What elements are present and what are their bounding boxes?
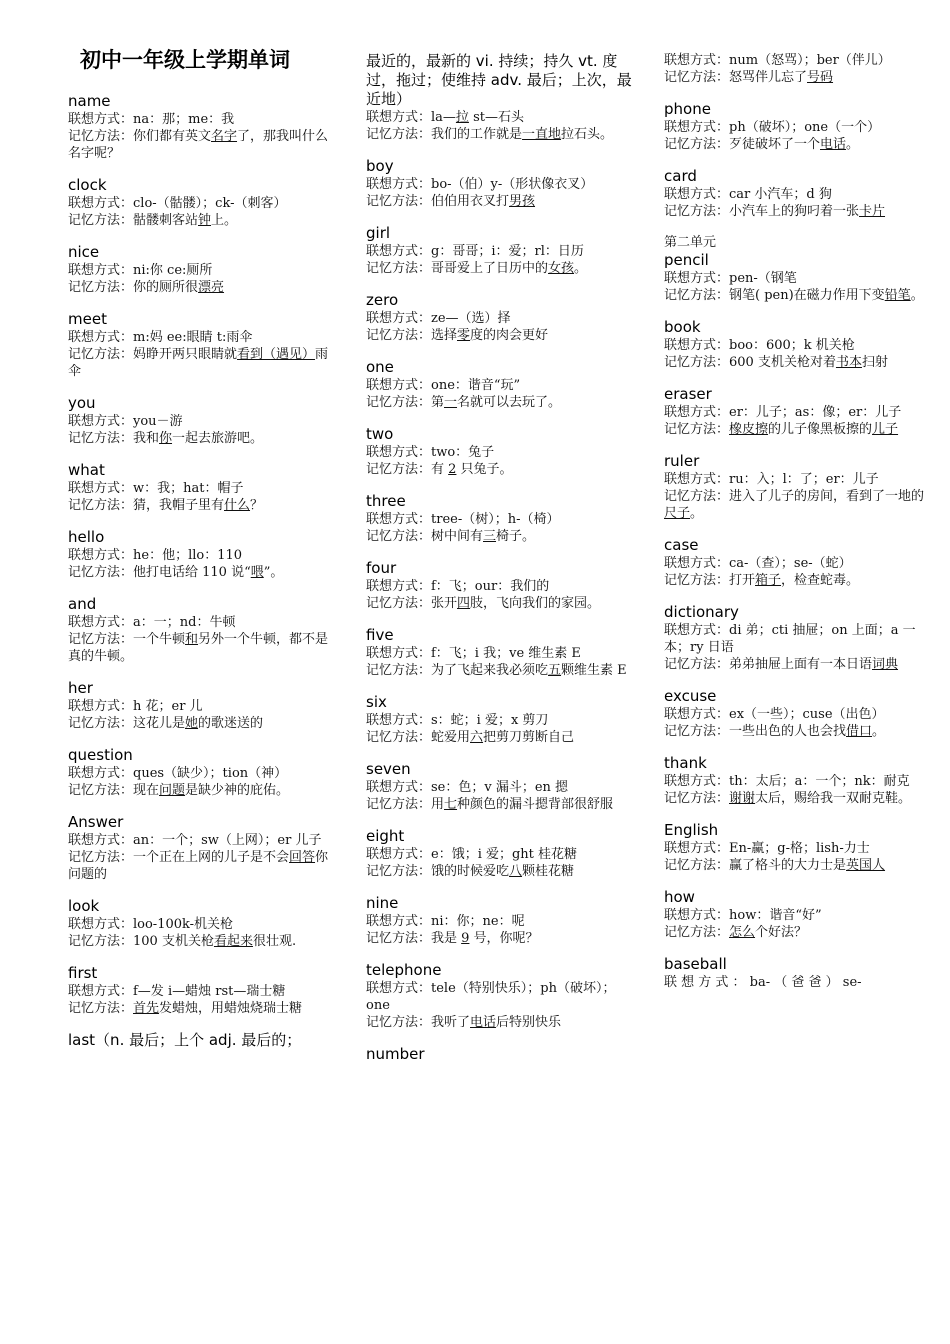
underlined-meaning: 词典 xyxy=(872,657,899,672)
vocab-line: 联想方式：er：儿子；as：像；er：儿子 xyxy=(664,405,902,420)
vocab-entry xyxy=(664,821,930,874)
vocab-line: 联想方式：s：蛇；i 爱；x 剪刀 xyxy=(366,713,549,728)
underlined-meaning: 尺子 xyxy=(664,506,691,521)
unit-heading: 第二单元 xyxy=(664,235,717,250)
underlined-meaning: 一 xyxy=(444,395,458,410)
underlined-meaning: 八 xyxy=(509,864,523,879)
vocab-line: 联想方式：ques（缺少）；tion（神） xyxy=(68,766,288,781)
underlined-meaning: 铅笔 xyxy=(884,288,911,303)
vocab-line: 联想方式：ze—（选）择 xyxy=(366,311,511,326)
vocab-line: 联想方式：an：一个；sw（上网）；er 儿子 xyxy=(68,833,322,848)
vocab-line: 联想方式：car 小汽车；d 狗 xyxy=(664,187,832,202)
vocab-line: 记忆方法：用七种颜色的漏斗摁背部很舒服 xyxy=(366,797,614,812)
underlined-meaning: 卡片 xyxy=(859,204,886,219)
vocab-line: 记忆方法：猜，我帽子里有什么？ xyxy=(68,498,264,513)
vocab-line: 记忆方法：怎么个好法？ xyxy=(664,925,808,940)
vocab-line: 联想方式：ni：你；ne：呢 xyxy=(366,914,525,929)
underlined-meaning: 怎么 xyxy=(729,925,756,940)
vocab-entry xyxy=(366,157,634,210)
vocab-entry xyxy=(664,385,930,438)
vocab-entry xyxy=(68,394,336,447)
vocab-word: question xyxy=(68,746,133,764)
underlined-meaning: 三 xyxy=(483,529,497,544)
vocab-entry xyxy=(68,964,336,1017)
vocab-entry xyxy=(664,603,930,673)
vocab-entry xyxy=(664,687,930,740)
vocab-entry xyxy=(68,92,336,162)
vocab-line: 联想方式：how：谐音“好” xyxy=(664,908,822,923)
vocab-entry xyxy=(68,310,336,380)
vocab-entry xyxy=(68,1031,336,1050)
vocab-word: name xyxy=(68,92,111,110)
vocab-line: 联想方式：ph（破坏）；one（一个） xyxy=(664,120,881,135)
vocab-entry xyxy=(366,626,634,679)
vocab-line: 联想方式：ni:你 ce:厕所 xyxy=(68,263,213,278)
vocab-line: 记忆方法：钢笔( pen)在磁力作用下变铅笔。 xyxy=(664,288,924,303)
underlined-meaning: 一直地 xyxy=(522,127,562,142)
vocab-entry xyxy=(664,100,930,153)
underlined-meaning: 借口 xyxy=(846,724,873,739)
vocab-word: case xyxy=(664,536,699,554)
vocab-word: four xyxy=(366,559,397,577)
vocab-line: 记忆方法：张开四肢，飞向我们的家园。 xyxy=(366,596,601,611)
vocab-line: 联想方式：two：兔子 xyxy=(366,445,495,460)
underlined-meaning: 钟 xyxy=(198,213,212,228)
vocab-line: 记忆方法：选择零度的肉会更好 xyxy=(366,328,549,343)
vocab-entry xyxy=(366,425,634,478)
vocab-entry xyxy=(366,760,634,813)
vocab-word: thank xyxy=(664,754,707,772)
vocab-line: 联想方式：boo：600；k 机关枪 xyxy=(664,338,855,353)
vocab-word: eight xyxy=(366,827,405,845)
underlined-meaning: 橡皮擦 xyxy=(729,422,769,437)
underlined-meaning: 看起来 xyxy=(213,934,253,949)
vocab-line: 联 想 方 式 ： ba- （ 爸 爸 ） se- xyxy=(664,975,862,990)
vocab-entry xyxy=(68,176,336,229)
vocab-line: 联想方式：f：飞；i 我；ve 维生素 E xyxy=(366,646,581,661)
vocab-word: book xyxy=(664,318,701,336)
vocab-word: and xyxy=(68,595,97,613)
vocab-entry xyxy=(664,754,930,807)
vocab-line: 记忆方法：橡皮擦的儿子像黑板擦的儿子 xyxy=(664,422,899,437)
vocab-line: 记忆方法：妈睁开两只眼睛就看到（遇见）雨伞 xyxy=(68,347,329,379)
vocab-line: 联想方式：tele（特别快乐）；ph（破坏）；one xyxy=(366,981,616,1013)
vocab-entry xyxy=(664,318,930,371)
underlined-meaning: 看到（遇见） xyxy=(237,347,316,362)
vocab-line: 联想方式：you－游 xyxy=(68,414,183,429)
vocab-entry xyxy=(366,961,634,1031)
vocab-word: Answer xyxy=(68,813,124,831)
underlined-meaning: 9 xyxy=(461,931,470,946)
vocab-word: English xyxy=(664,821,719,839)
vocab-line: 记忆方法：打开箱子，检查蛇毒。 xyxy=(664,573,860,588)
vocab-entry xyxy=(68,528,336,581)
vocab-word: ruler xyxy=(664,452,700,470)
vocab-entry xyxy=(664,888,930,941)
vocab-line: 记忆方法：一些出色的人也会找借口。 xyxy=(664,724,886,739)
vocab-word: number xyxy=(366,1045,425,1063)
vocab-line: 联想方式：tree-（树）；h-（椅） xyxy=(366,512,560,527)
vocab-word: seven xyxy=(366,760,411,778)
vocab-word: six xyxy=(366,693,387,711)
underlined-meaning: 电话 xyxy=(470,1015,497,1030)
underlined-meaning: 书本 xyxy=(835,355,862,370)
vocab-entry xyxy=(366,52,634,143)
vocab-line: 联想方式：he：他；llo：110 xyxy=(68,548,243,563)
underlined-meaning: 名字 xyxy=(211,129,238,144)
vocab-line: 联想方式：num（怒骂）；ber（伴儿） xyxy=(664,53,891,68)
vocab-word: look xyxy=(68,897,100,915)
underlined-meaning: 英国人 xyxy=(846,858,886,873)
vocab-line: 联想方式：f—发 i—蜡烛 rst—瑞士糖 xyxy=(68,984,286,999)
underlined-meaning: 回答 xyxy=(289,850,316,865)
vocab-word: phone xyxy=(664,100,711,118)
vocab-entry xyxy=(366,291,634,344)
vocab-word: telephone xyxy=(366,961,442,979)
vocab-word: hello xyxy=(68,528,105,546)
column-1 xyxy=(68,92,336,1064)
vocab-word: first xyxy=(68,964,98,982)
vocab-line: 记忆方法：怒骂伴儿忘了号码 xyxy=(664,70,834,85)
vocab-line: 记忆方法：第一名就可以去玩了。 xyxy=(366,395,562,410)
vocab-entry xyxy=(664,536,930,589)
vocab-line: 记忆方法：我是 9 号，你呢？ xyxy=(366,931,539,946)
underlined-meaning: 六 xyxy=(470,730,484,745)
vocab-entry xyxy=(664,955,930,991)
vocab-line: 联想方式：m:妈 ee:眼睛 t:雨伞 xyxy=(68,330,253,345)
vocab-entry xyxy=(366,894,634,947)
vocab-line: 记忆方法：进入了儿子的房间，看到了一地的尺子。 xyxy=(664,489,925,521)
vocab-line: 联想方式：ex（一些）；cuse（出色） xyxy=(664,707,885,722)
underlined-meaning: 五 xyxy=(548,663,562,678)
page-title: 初中一年级上学期单词 xyxy=(80,48,290,72)
vocab-line: 联想方式：clo-（骷髅）；ck-（刺客） xyxy=(68,196,287,211)
vocab-line: 记忆方法：一个牛顿和另外一个牛顿，都不是真的牛顿。 xyxy=(68,632,329,664)
vocab-line: 联想方式：f：飞；our：我们的 xyxy=(366,579,550,594)
underlined-meaning: 号码 xyxy=(807,70,834,85)
vocab-entry xyxy=(366,492,634,545)
vocab-line: 联想方式：loo-100k-机关枪 xyxy=(68,917,234,932)
vocab-word: what xyxy=(68,461,105,479)
vocab-word: one xyxy=(366,358,394,376)
vocab-line: 记忆方法：为了飞起来我必须吃五颗维生素 E xyxy=(366,663,627,678)
vocab-line: 记忆方法：骷髅刺客站钟上。 xyxy=(68,213,238,228)
vocab-line: 联想方式：h 花；er 儿 xyxy=(68,699,203,714)
vocab-line: 联想方式：a：一；nd：牛顿 xyxy=(68,615,236,630)
vocab-line: 记忆方法：伯伯用衣叉打男孩 xyxy=(366,194,536,209)
vocab-word: nice xyxy=(68,243,100,261)
vocab-word: boy xyxy=(366,157,394,175)
vocab-word: you xyxy=(68,394,96,412)
vocab-word: dictionary xyxy=(664,603,739,621)
vocab-entry xyxy=(664,452,930,522)
underlined-meaning: 她 xyxy=(185,716,199,731)
vocab-line: 记忆方法：蛇爱用六把剪刀剪断自己 xyxy=(366,730,575,745)
underlined-meaning: 女孩 xyxy=(548,261,575,276)
vocab-line: 联想方式：la—拉 st—石头 xyxy=(366,110,524,125)
vocab-line: 记忆方法：这花儿是她的歌迷送的 xyxy=(68,716,264,731)
vocab-line: 联想方式：th：太后；a：一个；nk：耐克 xyxy=(664,774,910,789)
vocab-line: 联想方式：g：哥哥；i：爱；rl：日历 xyxy=(366,244,584,259)
underlined-meaning: 什么 xyxy=(224,498,251,513)
underlined-meaning: 问题 xyxy=(159,783,186,798)
vocab-line: 记忆方法：现在问题是缺少神的庇佑。 xyxy=(68,783,290,798)
underlined-meaning: 男孩 xyxy=(509,194,536,209)
vocab-line: 记忆方法：你的厕所很漂亮 xyxy=(68,280,225,295)
vocab-entry xyxy=(664,167,930,220)
vocab-line: 联想方式：na：那；me：我 xyxy=(68,112,235,127)
vocab-word: how xyxy=(664,888,695,906)
vocab-line: 联想方式：one：谐音“玩” xyxy=(366,378,521,393)
vocab-word: clock xyxy=(68,176,107,194)
vocab-line: 记忆方法：饿的时候爱吃八颗桂花糖 xyxy=(366,864,575,879)
underlined-meaning: 拉 xyxy=(455,110,469,125)
vocab-word: excuse xyxy=(664,687,717,705)
vocab-entry xyxy=(366,1045,634,1064)
vocab-entry xyxy=(68,897,336,950)
vocab-line: 记忆方法：赢了格斗的大力士是英国人 xyxy=(664,858,886,873)
underlined-meaning: 和 xyxy=(185,632,199,647)
vocab-line: 联想方式：En-赢；g-格；lish-力士 xyxy=(664,841,870,856)
vocab-line: 记忆方法：弟弟抽屉上面有一本日语词典 xyxy=(664,657,899,672)
underlined-meaning: 喂 xyxy=(250,565,264,580)
vocab-line: 记忆方法：歹徒破坏了一个电话。 xyxy=(664,137,860,152)
vocab-entry xyxy=(68,243,336,296)
vocab-entry xyxy=(664,52,930,86)
vocab-word: last（n. 最后；上个 adj. 最后的； xyxy=(68,1031,302,1049)
vocab-word: girl xyxy=(366,224,391,242)
vocab-line: 记忆方法：首先发蜡烛，用蜡烛烧瑞士糖 xyxy=(68,1001,303,1016)
vocab-line: 记忆方法：哥哥爱上了日历中的女孩。 xyxy=(366,261,588,276)
vocab-word: pencil xyxy=(664,251,709,269)
vocab-word: 最近的，最新的 vi. 持续；持久 vt. 度过，拖过；使维持 adv. 最后；上次，最近地） xyxy=(366,52,632,108)
vocab-word: eraser xyxy=(664,385,712,403)
vocab-word: baseball xyxy=(664,955,727,973)
vocab-line: 记忆方法：一个正在上网的儿子是不会回答你问题的 xyxy=(68,850,329,882)
vocab-entry xyxy=(366,358,634,411)
vocab-word: two xyxy=(366,425,394,443)
underlined-meaning: 四 xyxy=(457,596,471,611)
vocab-line: 记忆方法：100 支机关枪看起来很壮观. xyxy=(68,934,297,949)
vocab-word: five xyxy=(366,626,394,644)
vocab-line: 记忆方法：我们的工作就是一直地拉石头。 xyxy=(366,127,614,142)
vocab-line: 记忆方法：你们都有英文名字了，那我叫什么名字呢？ xyxy=(68,129,329,161)
vocab-word: zero xyxy=(366,291,399,309)
vocab-word: nine xyxy=(366,894,399,912)
column-3 xyxy=(664,52,930,1005)
underlined-meaning: 谢谢 xyxy=(729,791,756,806)
vocab-line: 联想方式：bo-（伯）y-（形状像衣叉） xyxy=(366,177,594,192)
underlined-meaning: 漂亮 xyxy=(198,280,225,295)
vocab-entry xyxy=(68,813,336,883)
vocab-entry xyxy=(68,595,336,665)
vocab-line: 记忆方法：600 支机关枪对着书本扫射 xyxy=(664,355,888,370)
underlined-meaning: 零 xyxy=(457,328,471,343)
vocab-line: 记忆方法：谢谢太后，赐给我一双耐克鞋。 xyxy=(664,791,912,806)
column-2 xyxy=(366,52,634,1078)
vocab-line: 记忆方法：有 2 只兔子。 xyxy=(366,462,513,477)
vocab-word: her xyxy=(68,679,93,697)
underlined-meaning: 箱子 xyxy=(755,573,782,588)
vocab-line: 联想方式：ca-（查）；se-（蛇） xyxy=(664,556,852,571)
vocab-line: 记忆方法：我听了电话后特别快乐 xyxy=(366,1015,562,1030)
vocab-entry xyxy=(68,679,336,732)
vocab-entry xyxy=(366,693,634,746)
underlined-meaning: 儿子 xyxy=(872,422,899,437)
vocab-line: 记忆方法：他打电话给 110 说“喂”。 xyxy=(68,565,284,580)
vocab-line: 联想方式：pen-（钢笔 xyxy=(664,271,797,286)
vocab-entry xyxy=(366,827,634,880)
vocab-line: 联想方式：e：饿；i 爱；ght 桂花糖 xyxy=(366,847,578,862)
vocab-word: card xyxy=(664,167,697,185)
vocab-entry xyxy=(366,224,634,277)
vocab-word: three xyxy=(366,492,406,510)
vocab-line: 联想方式：di 弟；cti 抽屉；on 上面；a 一本；ry 日语 xyxy=(664,623,916,655)
underlined-meaning: 七 xyxy=(444,797,458,812)
vocab-line: 记忆方法：树中间有三椅子。 xyxy=(366,529,536,544)
underlined-meaning: 你 xyxy=(159,431,173,446)
vocab-word: meet xyxy=(68,310,107,328)
vocab-line: 联想方式：ru：入；l：了；er：儿子 xyxy=(664,472,879,487)
vocab-line: 联想方式：se：色；v 漏斗；en 摁 xyxy=(366,780,569,795)
vocab-line: 记忆方法：我和你一起去旅游吧。 xyxy=(68,431,264,446)
vocab-entry xyxy=(68,461,336,514)
vocab-entry xyxy=(68,746,336,799)
vocab-entry xyxy=(366,559,634,612)
vocab-entry xyxy=(664,234,930,304)
underlined-meaning: 首先 xyxy=(133,1001,160,1016)
underlined-meaning: 2 xyxy=(448,462,457,477)
vocab-line: 联想方式：w：我；hat：帽子 xyxy=(68,481,244,496)
vocab-line: 记忆方法：小汽车上的狗叼着一张卡片 xyxy=(664,204,886,219)
underlined-meaning: 电话 xyxy=(820,137,847,152)
